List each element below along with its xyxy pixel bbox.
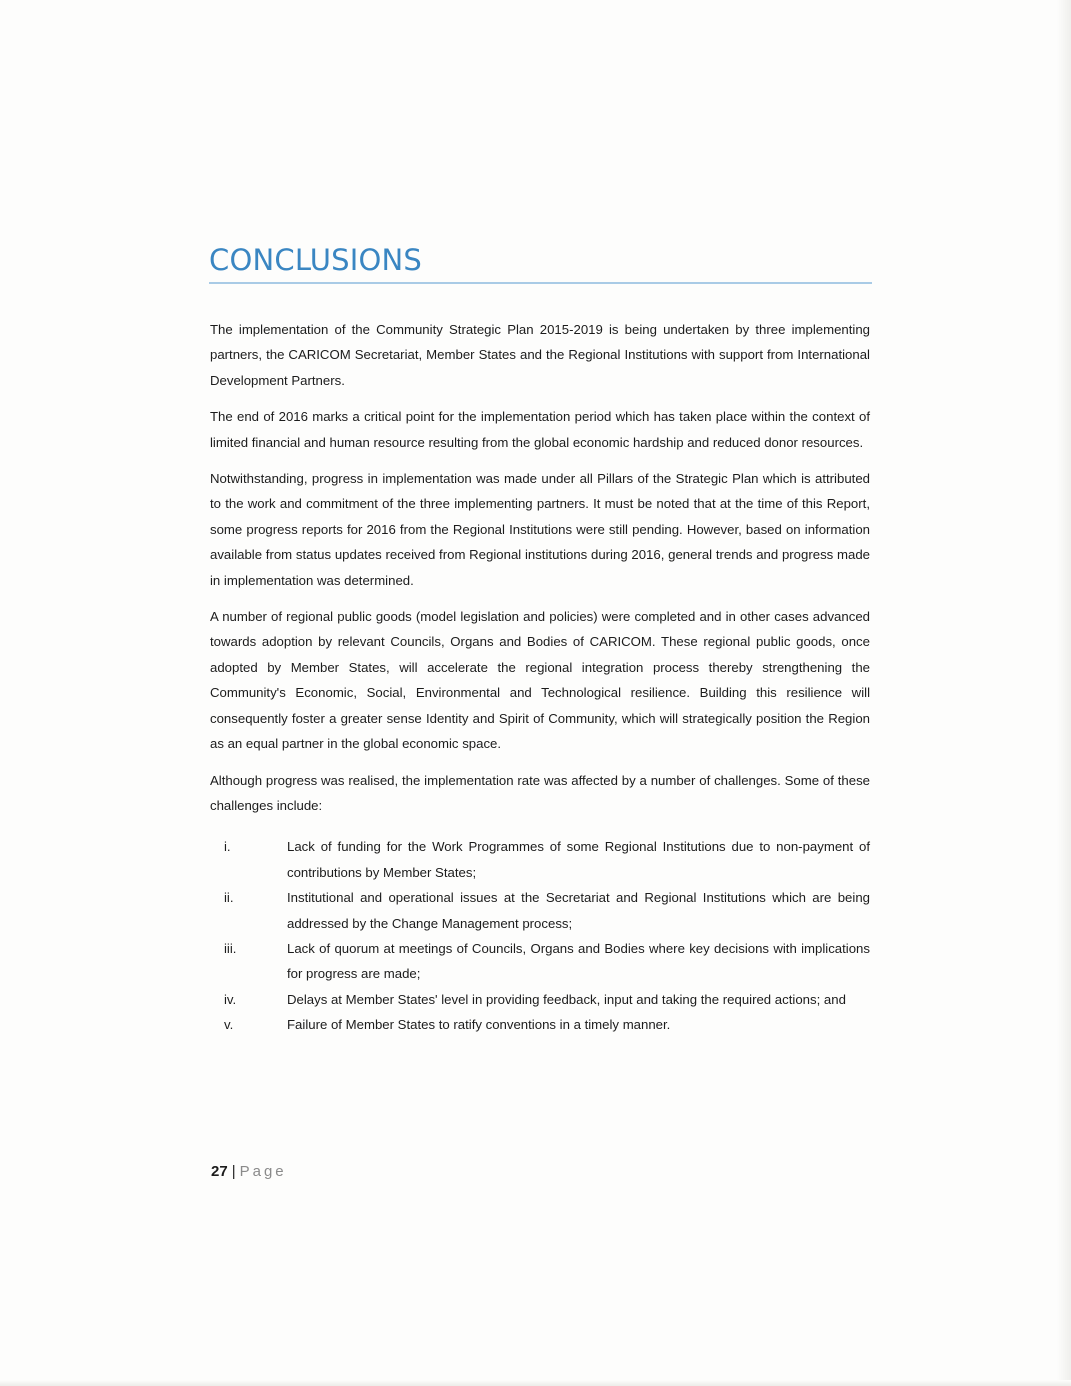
body-content [210, 317, 870, 1038]
list-item-text: Lack of quorum at meetings of Councils, Organs and Bodies where key decisions with implications for progress are made; [287, 940, 870, 982]
list-item-number: v. [224, 1017, 234, 1033]
list-item-number: i. [224, 839, 231, 855]
footer-separator: | [231, 1163, 236, 1180]
paragraph-progress: Notwithstanding, progress in implementation was made under all Pillars of the Strategic Plan which is attributed to the work and commitment of the three implementing partners. It must be noted that at the time of this Report, some progress reports for 2016 from the Regional Institutions were still pending. However, based on information available from status updates received from Regional institutions during 2016, general trends and progress made in implementation was determined. [210, 471, 870, 588]
list-item [210, 834, 870, 885]
page-label: Page [239, 1163, 287, 1180]
list-item [210, 936, 870, 987]
list-item-text: Failure of Member States to ratify conventions in a timely manner. [287, 1017, 671, 1033]
list-item-text: Delays at Member States' level in providing feedback, input and taking the required actions; and [287, 991, 846, 1007]
page-number: 27 [211, 1163, 228, 1180]
challenges-list [210, 834, 870, 1037]
paragraph-end-of-2016: The end of 2016 marks a critical point for the implementation period which has taken place within the context of limited financial and human resource resulting from the global economic hardship and reduced donor resources. [210, 409, 870, 450]
list-item [210, 987, 870, 1012]
list-item-number: iv. [224, 991, 237, 1007]
list-item-number: iii. [224, 940, 237, 956]
page-bottom-shadow [0, 1380, 1071, 1386]
list-item-number: ii. [224, 890, 234, 906]
list-item [210, 885, 870, 936]
page-edge-shadow [1057, 0, 1071, 1386]
list-item [210, 1012, 870, 1037]
paragraph-implementation-partners: The implementation of the Community Strategic Plan 2015-2019 is being undertaken by three implementing partners, the CARICOM Secretariat, Member States and the Regional Institutions with support from International Development Partners. [210, 322, 870, 388]
list-item-text: Lack of funding for the Work Programmes of some Regional Institutions due to non-payment of contributions by Member States; [287, 839, 870, 880]
paragraph-challenges-intro: Although progress was realised, the implementation rate was affected by a number of challenges. Some of these challenges include: [210, 772, 870, 813]
paragraph-regional-public-goods: A number of regional public goods (model legislation and policies) were completed and in other cases advanced towards adoption by relevant Councils, Organs and Bodies of CARICOM. These regional public goods, once adopted by Member States, will accelerate the regional integration process thereby strengthening the Community's Economic, Social, Environmental and Technological resilience. Building this resilience will consequently foster a greater sense Identity and Spirit of Community, which will strategically position the Region as an equal partner in the global economic space. [210, 609, 870, 752]
page-title: CONCLUSIONS [209, 243, 423, 277]
list-item-text: Institutional and operational issues at the Secretariat and Regional Institutions which are being addressed by the Change Management process; [287, 890, 870, 931]
heading-underline [209, 282, 872, 284]
page-footer [211, 1161, 287, 1183]
